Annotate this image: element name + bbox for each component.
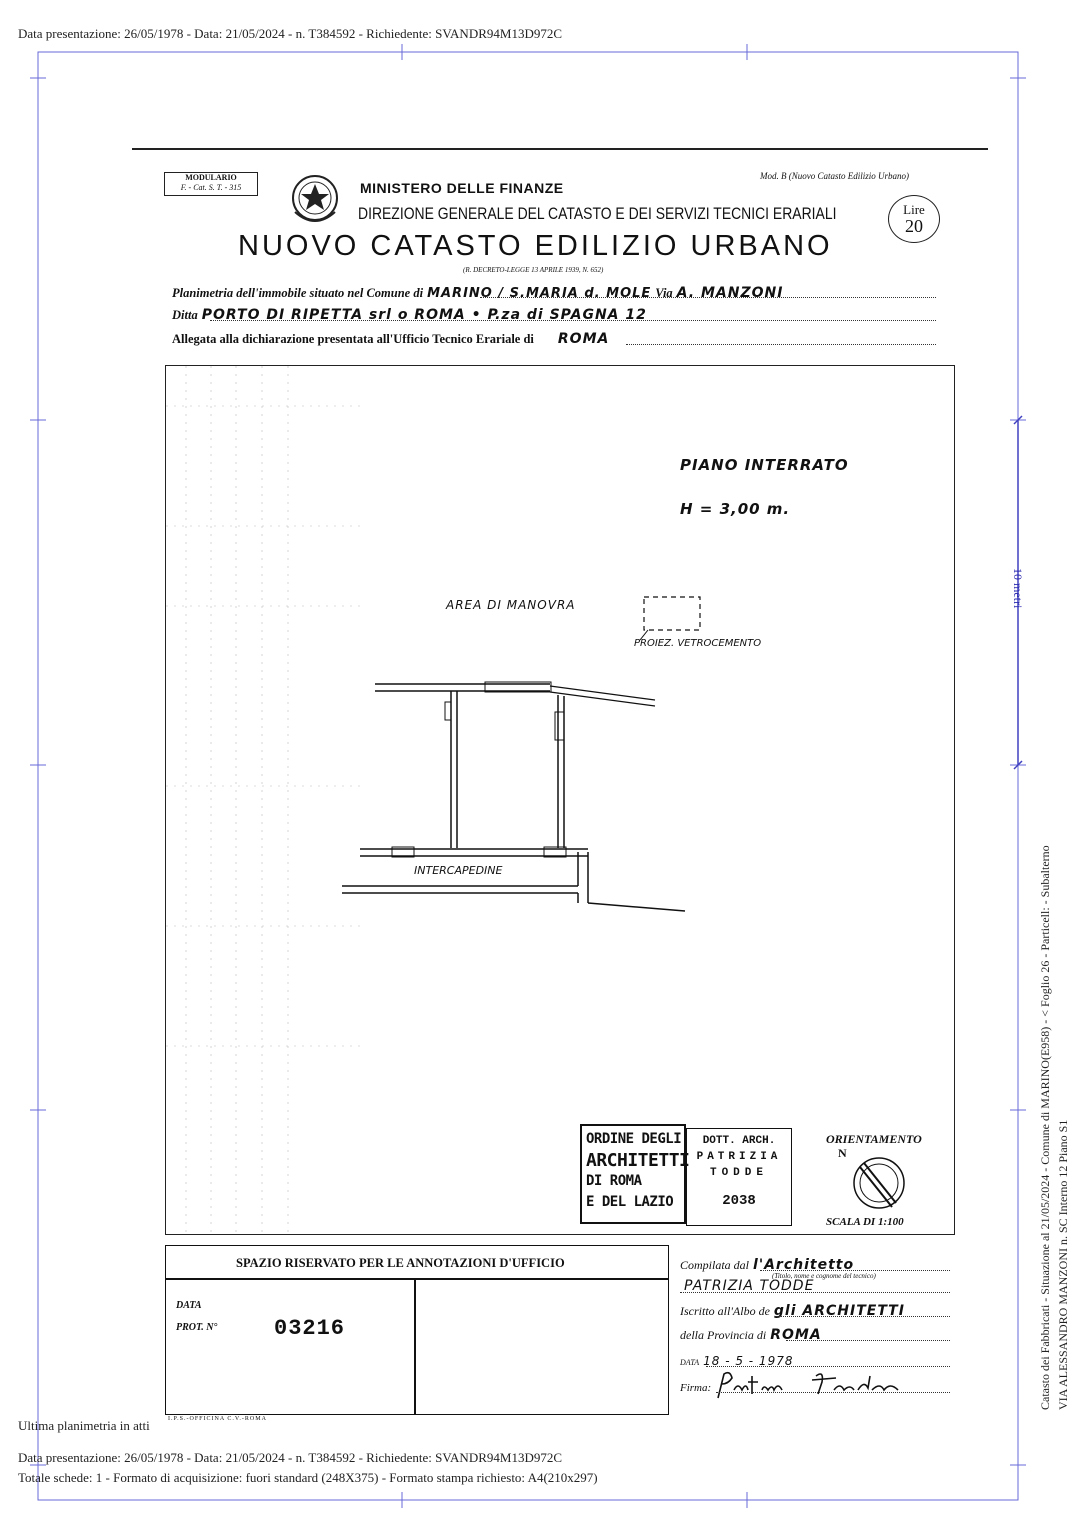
scale-label: SCALA DI 1:100 — [826, 1216, 904, 1228]
allegata-line — [172, 330, 609, 348]
architect-stamp-line-3: TODDE — [709, 1167, 768, 1179]
ditta-line — [172, 306, 647, 324]
floor-label: PIANO INTERRATO — [680, 456, 849, 474]
north-arrow-icon — [850, 1155, 910, 1211]
tecnico-name: PATRIZIA TODDE — [684, 1278, 815, 1294]
floor-plan — [330, 590, 710, 920]
mod-b-label: Mod. B (Nuovo Catasto Edilizio Urbano) — [760, 171, 909, 181]
side-line-2: VIA ALESSANDRO MANZONI n. SC Interno 12 Piano S1 — [1056, 1119, 1070, 1410]
ditta-label: Ditta — [172, 308, 198, 322]
republic-emblem-icon — [289, 172, 341, 228]
ditta-dotted-line — [210, 320, 936, 321]
lire-stamp — [888, 195, 940, 243]
side-line-1: Catasto dei Fabbricati - Situazione al 21/05/2024 - Comune di MARINO(E958) - < Foglio 26 - Particell: - Subalterno — [1038, 845, 1052, 1410]
allegata-dotted-line — [626, 344, 936, 345]
area-label: AREA DI MANOVRA — [446, 598, 576, 612]
date-value: 18 - 5 - 1978 — [703, 1354, 794, 1368]
modulario-box — [164, 172, 258, 196]
allegata-label: Allegata alla dichiarazione presentata all'Ufficio Tecnico Erariale di — [172, 332, 534, 346]
architect-stamp-number: 2038 — [722, 1193, 756, 1209]
firma-dotted-line — [716, 1392, 950, 1393]
header-info: Data presentazione: 26/05/1978 - Data: 21/05/2024 - n. T384592 - Richiedente: SVANDR94M13D972C — [18, 26, 563, 41]
iscritto-label: Iscritto all'Albo de — [680, 1304, 770, 1318]
order-stamp-line-2: ARCHITETTI — [586, 1150, 690, 1171]
orientamento-label: ORIENTAMENTO — [826, 1132, 922, 1146]
order-stamp-line-1: ORDINE DEGLI — [586, 1131, 682, 1147]
ministry-name: MINISTERO DELLE FINANZE — [360, 180, 564, 196]
via-label: Via — [655, 286, 673, 300]
iscritto-value: gli ARCHITETTI — [773, 1303, 905, 1319]
north-label: N — [838, 1146, 847, 1160]
lire-label: Lire — [903, 202, 925, 217]
firma-line — [680, 1378, 711, 1396]
order-stamp-line-4: E DEL LAZIO — [586, 1194, 674, 1210]
provincia-value: ROMA — [770, 1327, 822, 1343]
height-label: H = 3,00 m. — [680, 500, 791, 518]
provincia-dotted-line — [786, 1340, 950, 1341]
compilata-dotted-line — [760, 1270, 950, 1271]
office-box-column-divider — [414, 1279, 416, 1415]
date-dotted-line — [706, 1366, 950, 1367]
titolo-note: (Titolo, nome e cognome del tecnico) — [772, 1272, 876, 1280]
iscritto-line — [680, 1302, 905, 1320]
provincia-line — [680, 1326, 822, 1344]
modulario-code: F. - Cat. S. T. - 315 — [180, 183, 242, 192]
office-data-label: DATA — [176, 1300, 202, 1311]
compilata-value: l'Architetto — [753, 1257, 855, 1273]
ditta-value: PORTO DI RIPETTA srl o ROMA • P.za di SPAGNA 12 — [201, 307, 647, 323]
office-prot-label: PROT. N° — [176, 1322, 218, 1333]
decree-ref: (R. DECRETO-LEGGE 13 APRILE 1939, N. 652) — [463, 266, 604, 274]
date-label: DATA — [680, 1358, 700, 1367]
architect-stamp-line-2: PATRIZIA — [696, 1151, 782, 1163]
intercapedine-label: INTERCAPEDINE — [414, 864, 503, 877]
tecnico-dotted-line — [680, 1292, 950, 1293]
ufficio-value: ROMA — [557, 331, 610, 347]
via-value: A. MANZONI — [676, 285, 784, 301]
signature — [712, 1368, 912, 1404]
form-top-rule — [132, 148, 988, 150]
plan-dotted-line — [480, 297, 936, 298]
modulario-label: MODULARIO — [185, 173, 237, 182]
architect-stamp-line-1: DOTT. ARCH. — [702, 1135, 776, 1147]
provincia-label: della Provincia di — [680, 1328, 767, 1342]
compilata-label: Compilata dal — [680, 1258, 750, 1272]
footer-line-1: Data presentazione: 26/05/1978 - Data: 21/05/2024 - n. T384592 - Richiedente: SVANDR94M13D972C — [18, 1450, 563, 1465]
footer-line-2: Totale schede: 1 - Formato di acquisizione: fuori standard (248X375) - Formato stampa richiesto: A4(210x297) — [18, 1470, 598, 1485]
scale-10m-label: 10 metri — [1011, 568, 1025, 609]
order-stamp — [580, 1124, 690, 1224]
lire-value: 20 — [905, 216, 923, 236]
architect-stamp — [686, 1128, 792, 1226]
form-title: NUOVO CATASTO EDILIZIO URBANO — [238, 230, 833, 262]
office-box-title: SPAZIO RISERVATO PER LE ANNOTAZIONI D'UFFICIO — [236, 1256, 565, 1270]
direction-name: DIREZIONE GENERALE DEL CATASTO E DEI SERVIZI TECNICI ERARIALI — [358, 204, 837, 223]
planimetria-line — [172, 284, 938, 301]
comune-value: MARINO / S.MARIA d. MOLE — [427, 286, 652, 301]
plan-label: Planimetria dell'immobile situato nel Comune di — [172, 286, 424, 300]
firma-label: Firma: — [680, 1382, 712, 1394]
ultima-planimetria: Ultima planimetria in atti — [18, 1418, 150, 1433]
office-box-divider — [165, 1278, 668, 1280]
printer-label: I.P.S.-OFFICINA C.V.-ROMA — [168, 1416, 267, 1422]
protocol-number: 03216 — [274, 1316, 346, 1341]
proiez-label: PROIEZ. VETROCEMENTO — [634, 638, 762, 649]
order-stamp-line-3: DI ROMA — [586, 1173, 642, 1189]
iscritto-dotted-line — [776, 1316, 950, 1317]
